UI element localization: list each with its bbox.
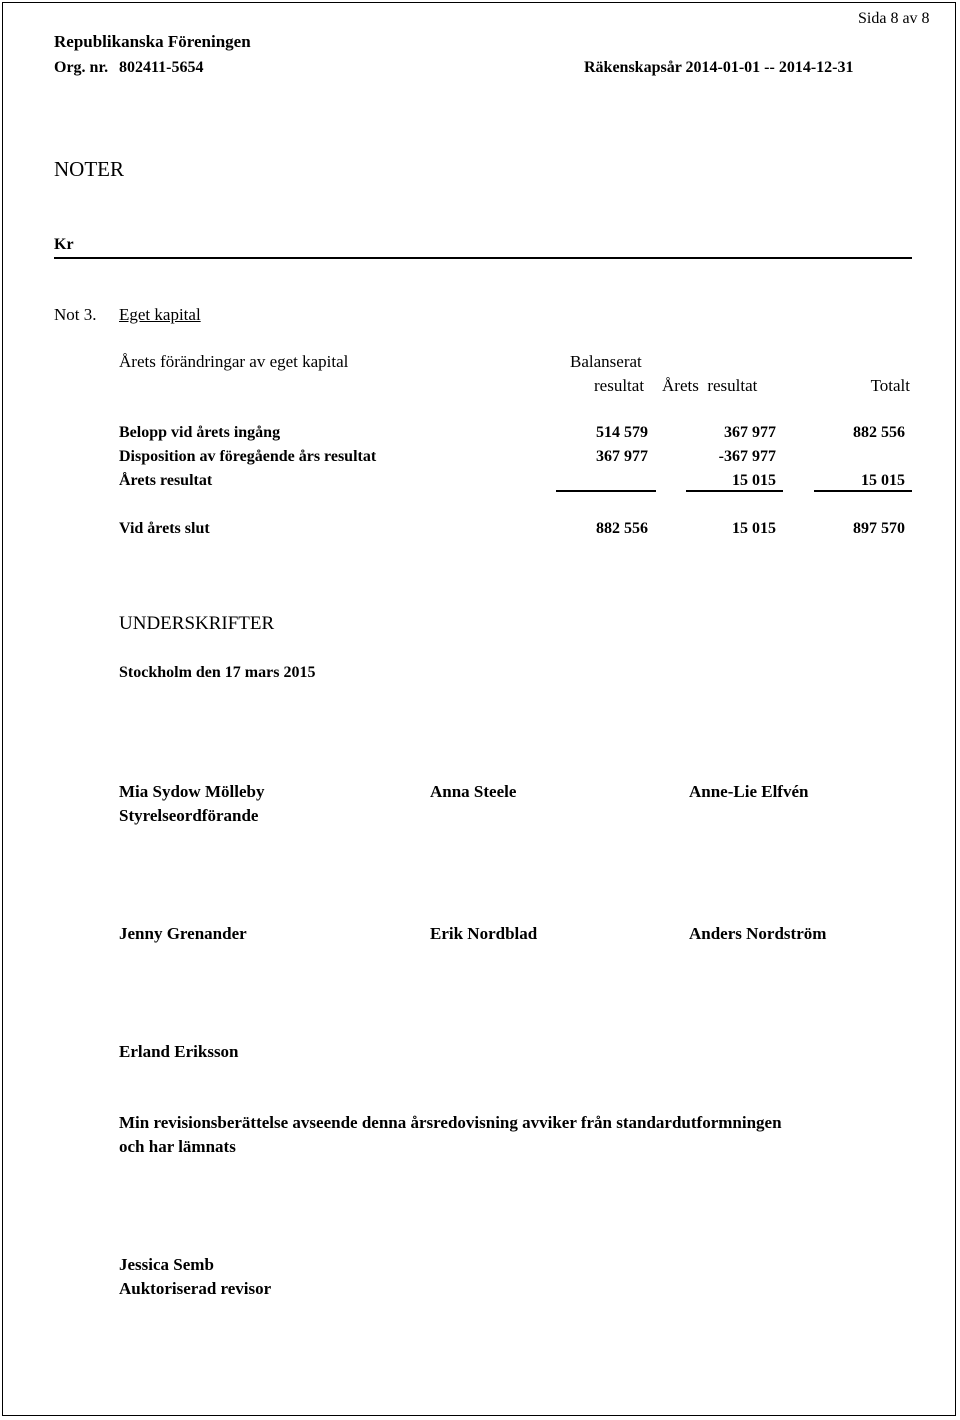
row-value-arets: 367 977	[724, 424, 776, 441]
col-header-balanserat: Balanserat	[570, 352, 642, 371]
row-label: Disposition av föregående års resultat	[119, 448, 377, 465]
row-label: Belopp vid årets ingång	[119, 424, 281, 441]
fiscal-year: Räkenskapsår 2014-01-01 -- 2014-12-31	[584, 59, 854, 76]
signatory-name: Mia Sydow Mölleby	[119, 782, 265, 801]
page-number: Sida 8 av 8	[858, 10, 930, 27]
row-value-totalt: 15 015	[861, 472, 905, 489]
total-value-arets: 15 015	[732, 520, 776, 537]
row-value-arets: -367 977	[718, 448, 776, 465]
signatory-role: Styrelseordförande	[119, 806, 259, 825]
signatures-title: UNDERSKRIFTER	[119, 613, 275, 634]
signatory-name: Jenny Grenander	[119, 924, 247, 943]
audit-statement-line2: och har lämnats	[119, 1137, 236, 1156]
signatory-name: Anna Steele	[430, 782, 517, 801]
auditor-role: Auktoriserad revisor	[119, 1279, 272, 1298]
sum-underline-balanserat	[556, 490, 656, 492]
note-number: Not 3.	[54, 305, 97, 324]
col-header-arets-resultat: Årets resultat	[662, 376, 758, 395]
col-header-resultat: resultat	[594, 376, 645, 395]
note-title: Eget kapital	[119, 305, 201, 324]
row-value-balanserat: 367 977	[596, 448, 648, 465]
sum-underline-arets	[686, 490, 783, 492]
row-value-balanserat: 514 579	[596, 424, 648, 441]
org-nr-label: Org. nr.	[54, 59, 109, 76]
col-header-totalt: Totalt	[870, 376, 910, 395]
row-value-arets: 15 015	[732, 472, 776, 489]
signatory-name: Erland Eriksson	[119, 1042, 239, 1061]
currency-divider	[54, 257, 912, 259]
sum-underline-totalt	[814, 490, 912, 492]
section-title: NOTER	[54, 157, 124, 181]
total-label: Vid årets slut	[119, 520, 210, 537]
row-label: Årets resultat	[119, 472, 213, 489]
total-value-balanserat: 882 556	[596, 520, 648, 537]
table-title: Årets förändringar av eget kapital	[119, 352, 349, 371]
signatory-name: Erik Nordblad	[430, 924, 538, 943]
row-value-totalt: 882 556	[853, 424, 905, 441]
auditor-name: Jessica Semb	[119, 1255, 214, 1274]
signatory-name: Anne-Lie Elfvén	[689, 782, 809, 801]
currency-label: Kr	[54, 236, 74, 253]
signatory-name: Anders Nordström	[689, 924, 827, 943]
org-nr: 802411-5654	[119, 59, 204, 76]
place-date: Stockholm den 17 mars 2015	[119, 664, 316, 681]
total-value-totalt: 897 570	[853, 520, 905, 537]
org-name: Republikanska Föreningen	[54, 32, 251, 51]
audit-statement-line1: Min revisionsberättelse avseende denna årsredovisning avviker från standardutformningen	[119, 1113, 782, 1132]
page-frame	[2, 2, 956, 1416]
